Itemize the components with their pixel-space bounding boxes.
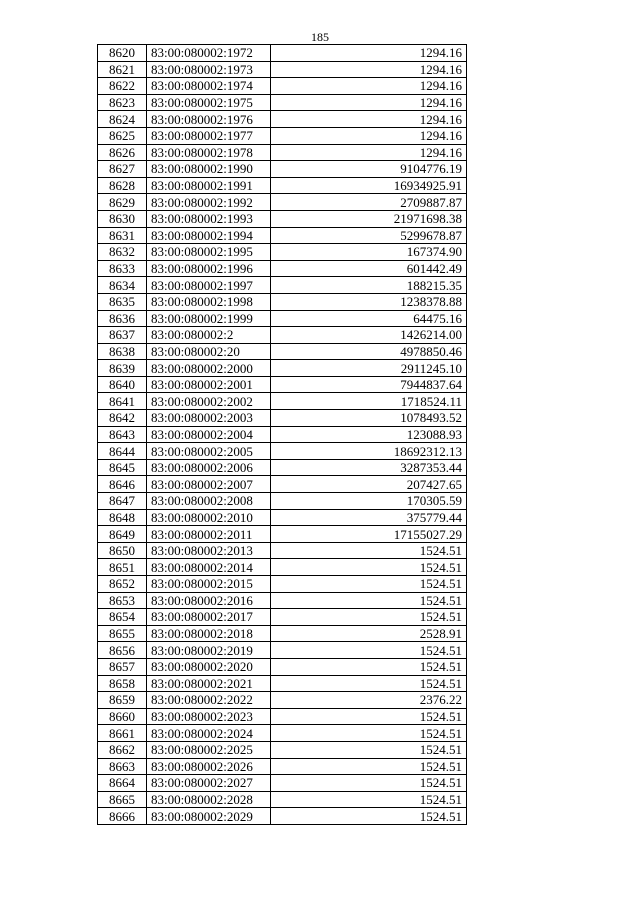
row-number-cell: 8652 [98,576,147,593]
row-number-cell: 8635 [98,293,147,310]
row-number-cell: 8648 [98,509,147,526]
value-cell: 1524.51 [271,542,467,559]
row-number-cell: 8643 [98,426,147,443]
row-number-cell: 8633 [98,260,147,277]
table-row [98,227,467,244]
table-row [98,592,467,609]
cadastral-number-cell: 83:00:080002:2005 [147,443,271,460]
value-cell: 2709887.87 [271,194,467,211]
value-cell: 2376.22 [271,692,467,709]
row-number-cell: 8621 [98,61,147,78]
cadastral-number-cell: 83:00:080002:2027 [147,775,271,792]
table-row [98,293,467,310]
table-row [98,393,467,410]
table-row [98,61,467,78]
table-row [98,808,467,825]
row-number-cell: 8627 [98,161,147,178]
cadastral-number-cell: 83:00:080002:2000 [147,360,271,377]
value-cell: 3287353.44 [271,459,467,476]
row-number-cell: 8628 [98,177,147,194]
value-cell: 1294.16 [271,61,467,78]
cadastral-number-cell: 83:00:080002:1977 [147,127,271,144]
value-cell: 207427.65 [271,476,467,493]
table-row [98,94,467,111]
table-row [98,741,467,758]
row-number-cell: 8624 [98,111,147,128]
value-cell: 1524.51 [271,708,467,725]
table-row [98,310,467,327]
value-cell: 170305.59 [271,493,467,510]
value-cell: 167374.90 [271,244,467,261]
value-cell: 123088.93 [271,426,467,443]
table-row [98,576,467,593]
table-row [98,675,467,692]
table-row [98,410,467,427]
row-number-cell: 8622 [98,78,147,95]
row-number-cell: 8650 [98,542,147,559]
row-number-cell: 8620 [98,45,147,62]
cadastral-number-cell: 83:00:080002:1991 [147,177,271,194]
cadastral-number-cell: 83:00:080002:1973 [147,61,271,78]
cadastral-number-cell: 83:00:080002:1993 [147,210,271,227]
value-cell: 1524.51 [271,675,467,692]
value-cell: 1294.16 [271,45,467,62]
table-row [98,526,467,543]
row-number-cell: 8666 [98,808,147,825]
table-row [98,476,467,493]
cadastral-number-cell: 83:00:080002:1990 [147,161,271,178]
value-cell: 1524.51 [271,559,467,576]
value-cell: 17155027.29 [271,526,467,543]
row-number-cell: 8665 [98,791,147,808]
table-row [98,559,467,576]
row-number-cell: 8664 [98,775,147,792]
value-cell: 1524.51 [271,808,467,825]
table-row [98,791,467,808]
cadastral-number-cell: 83:00:080002:2010 [147,509,271,526]
row-number-cell: 8660 [98,708,147,725]
cadastral-number-cell: 83:00:080002:2022 [147,692,271,709]
row-number-cell: 8659 [98,692,147,709]
table-row [98,277,467,294]
row-number-cell: 8651 [98,559,147,576]
row-number-cell: 8638 [98,343,147,360]
value-cell: 4978850.46 [271,343,467,360]
cadastral-number-cell: 83:00:080002:2028 [147,791,271,808]
value-cell: 1294.16 [271,144,467,161]
value-cell: 375779.44 [271,509,467,526]
cadastral-number-cell: 83:00:080002:2004 [147,426,271,443]
value-cell: 1524.51 [271,576,467,593]
value-cell: 1294.16 [271,111,467,128]
table-row [98,45,467,62]
row-number-cell: 8632 [98,244,147,261]
value-cell: 16934925.91 [271,177,467,194]
table-row [98,78,467,95]
cadastral-number-cell: 83:00:080002:2020 [147,658,271,675]
value-cell: 1524.51 [271,741,467,758]
cadastral-number-cell: 83:00:080002:2 [147,327,271,344]
value-cell: 1524.51 [271,758,467,775]
row-number-cell: 8641 [98,393,147,410]
value-cell: 1524.51 [271,791,467,808]
cadastral-number-cell: 83:00:080002:1972 [147,45,271,62]
row-number-cell: 8662 [98,741,147,758]
value-cell: 1524.51 [271,775,467,792]
cadastral-number-cell: 83:00:080002:2013 [147,542,271,559]
value-cell: 1238378.88 [271,293,467,310]
cadastral-number-cell: 83:00:080002:1997 [147,277,271,294]
value-cell: 1524.51 [271,725,467,742]
row-number-cell: 8658 [98,675,147,692]
table-row [98,327,467,344]
table-row [98,625,467,642]
row-number-cell: 8644 [98,443,147,460]
row-number-cell: 8625 [98,127,147,144]
row-number-cell: 8642 [98,410,147,427]
row-number-cell: 8656 [98,642,147,659]
value-cell: 601442.49 [271,260,467,277]
value-cell: 18692312.13 [271,443,467,460]
cadastral-number-cell: 83:00:080002:2021 [147,675,271,692]
cadastral-number-cell: 83:00:080002:2025 [147,741,271,758]
cadastral-number-cell: 83:00:080002:2006 [147,459,271,476]
table-row [98,360,467,377]
value-cell: 1294.16 [271,78,467,95]
table-row [98,725,467,742]
row-number-cell: 8654 [98,609,147,626]
table-row [98,443,467,460]
table-row [98,244,467,261]
table-row [98,210,467,227]
table-row [98,426,467,443]
value-cell: 188215.35 [271,277,467,294]
cadastral-number-cell: 83:00:080002:2011 [147,526,271,543]
table-row [98,177,467,194]
table-row [98,509,467,526]
row-number-cell: 8640 [98,376,147,393]
value-cell: 21971698.38 [271,210,467,227]
table-row [98,144,467,161]
value-cell: 1078493.52 [271,410,467,427]
value-cell: 1294.16 [271,94,467,111]
cadastral-number-cell: 83:00:080002:2017 [147,609,271,626]
table-row [98,775,467,792]
row-number-cell: 8655 [98,625,147,642]
cadastral-number-cell: 83:00:080002:1996 [147,260,271,277]
table-row [98,260,467,277]
table-row [98,127,467,144]
cadastral-number-cell: 83:00:080002:20 [147,343,271,360]
row-number-cell: 8634 [98,277,147,294]
cadastral-number-cell: 83:00:080002:1998 [147,293,271,310]
table-row [98,708,467,725]
row-number-cell: 8630 [98,210,147,227]
row-number-cell: 8639 [98,360,147,377]
cadastral-number-cell: 83:00:080002:2023 [147,708,271,725]
cadastral-number-cell: 83:00:080002:1975 [147,94,271,111]
cadastre-table [97,44,467,825]
cadastral-number-cell: 83:00:080002:1992 [147,194,271,211]
value-cell: 1426214.00 [271,327,467,344]
table-row [98,161,467,178]
cadastral-number-cell: 83:00:080002:2016 [147,592,271,609]
value-cell: 1524.51 [271,642,467,659]
cadastral-number-cell: 83:00:080002:2026 [147,758,271,775]
value-cell: 2528.91 [271,625,467,642]
table-row [98,542,467,559]
cadastral-number-cell: 83:00:080002:2003 [147,410,271,427]
cadastral-number-cell: 83:00:080002:2014 [147,559,271,576]
table-row [98,111,467,128]
value-cell: 1524.51 [271,592,467,609]
cadastral-number-cell: 83:00:080002:1978 [147,144,271,161]
table-row [98,343,467,360]
row-number-cell: 8653 [98,592,147,609]
row-number-cell: 8645 [98,459,147,476]
table-row [98,376,467,393]
row-number-cell: 8646 [98,476,147,493]
cadastral-number-cell: 83:00:080002:2029 [147,808,271,825]
cadastral-number-cell: 83:00:080002:1999 [147,310,271,327]
cadastral-number-cell: 83:00:080002:1974 [147,78,271,95]
cadastral-number-cell: 83:00:080002:1995 [147,244,271,261]
row-number-cell: 8663 [98,758,147,775]
cadastral-number-cell: 83:00:080002:2024 [147,725,271,742]
value-cell: 1524.51 [271,609,467,626]
value-cell: 5299678.87 [271,227,467,244]
cadastral-number-cell: 83:00:080002:2019 [147,642,271,659]
row-number-cell: 8647 [98,493,147,510]
row-number-cell: 8623 [98,94,147,111]
table-body [98,45,467,825]
row-number-cell: 8657 [98,658,147,675]
value-cell: 1524.51 [271,658,467,675]
row-number-cell: 8629 [98,194,147,211]
table-row [98,609,467,626]
table-row [98,642,467,659]
cadastral-number-cell: 83:00:080002:1994 [147,227,271,244]
value-cell: 1718524.11 [271,393,467,410]
cadastral-number-cell: 83:00:080002:2007 [147,476,271,493]
table-row [98,493,467,510]
table-row [98,658,467,675]
row-number-cell: 8649 [98,526,147,543]
row-number-cell: 8637 [98,327,147,344]
value-cell: 1294.16 [271,127,467,144]
row-number-cell: 8626 [98,144,147,161]
value-cell: 7944837.64 [271,376,467,393]
cadastral-number-cell: 83:00:080002:2002 [147,393,271,410]
cadastral-number-cell: 83:00:080002:2008 [147,493,271,510]
cadastral-number-cell: 83:00:080002:2001 [147,376,271,393]
value-cell: 64475.16 [271,310,467,327]
row-number-cell: 8636 [98,310,147,327]
page-number: 185 [311,30,329,44]
value-cell: 9104776.19 [271,161,467,178]
value-cell: 2911245.10 [271,360,467,377]
cadastral-number-cell: 83:00:080002:2015 [147,576,271,593]
cadastral-number-cell: 83:00:080002:2018 [147,625,271,642]
table-row [98,758,467,775]
table-row [98,194,467,211]
row-number-cell: 8631 [98,227,147,244]
table-row [98,692,467,709]
cadastral-number-cell: 83:00:080002:1976 [147,111,271,128]
table-row [98,459,467,476]
row-number-cell: 8661 [98,725,147,742]
